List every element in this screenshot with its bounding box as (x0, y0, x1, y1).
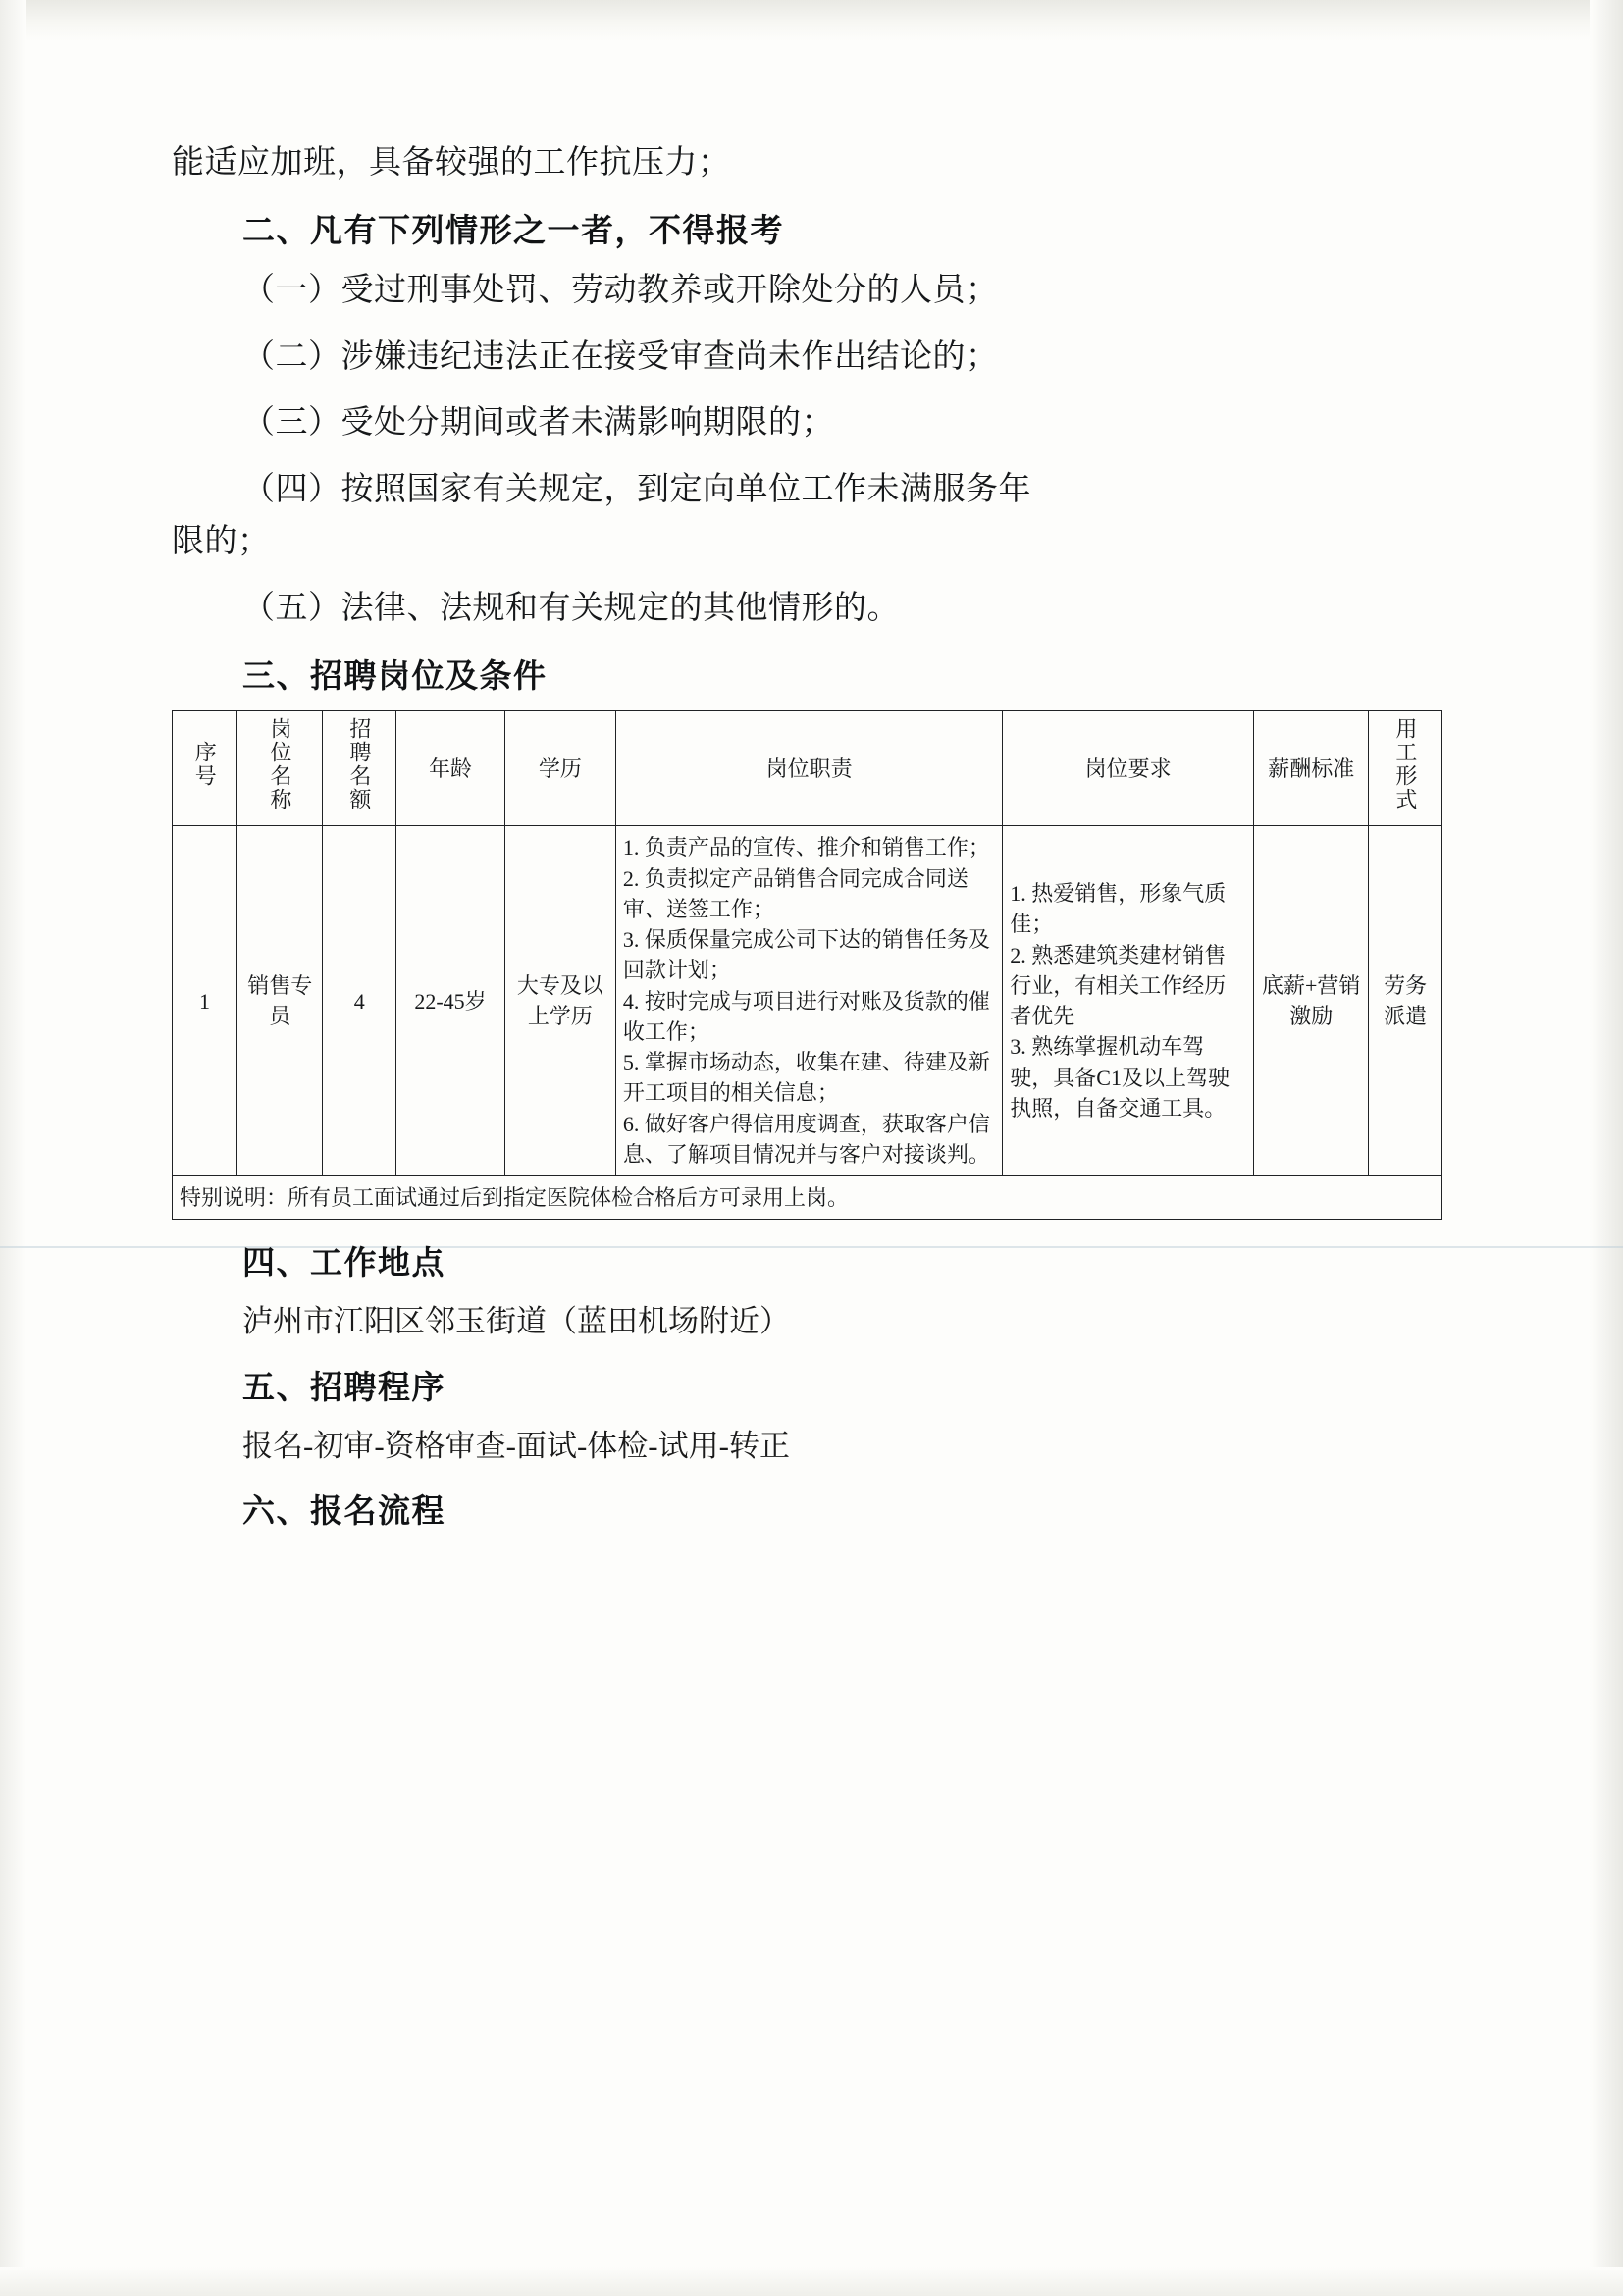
section-two-item-2: （二）涉嫌违纪违法正在接受审查尚未作出结论的； (242, 339, 999, 375)
heading-section-two: 二、凡有下列情形之一者，不得报考 (242, 211, 784, 250)
duty-item: 6. 做好客户得信用度调查，获取客户信息、了解项目情况并与客户对接谈判。 (622, 1111, 990, 1167)
section-two-item-4: （四）按照国家有关规定，到定向单位工作未满服务年 (242, 471, 1031, 507)
header-education: 学历 (504, 711, 615, 826)
duty-item: 3. 保质保量完成公司下达的销售任务及回款计划； (622, 927, 990, 983)
page-edge-right (1590, 0, 1623, 2296)
requirement-item: 3. 熟练掌握机动车驾驶，具备C1及以上驾驶执照，自备交通工具。 (1010, 1034, 1230, 1121)
page-edge-top (0, 0, 1623, 41)
table-note-row (173, 1175, 1442, 1219)
duty-item: 2. 负责拟定产品销售合同完成合同送审、送签工作； (622, 865, 969, 921)
tail-sections (172, 1237, 1467, 1532)
heading-section-three: 三、招聘岗位及条件 (242, 656, 548, 696)
table-row (173, 826, 1442, 1176)
table-header-row (173, 711, 1442, 826)
table-note: 特别说明：所有员工面试通过后到指定医院体检合格后方可录用上岗。 (173, 1175, 1442, 1219)
header-position: 岗位名称 (237, 711, 323, 826)
header-duties: 岗位职责 (615, 711, 1002, 826)
cell-duties (615, 826, 1002, 1176)
header-salary: 薪酬标准 (1254, 711, 1369, 826)
header-quota: 招聘名额 (323, 711, 396, 826)
section-two-item-1: （一）受过刑事处罚、劳动教养或开除处分的人员； (242, 273, 999, 309)
cell-employment: 劳务派遣 (1369, 826, 1442, 1176)
header-age: 年龄 (396, 711, 505, 826)
requirement-item: 2. 熟悉建筑类建材销售行业，有相关工作经历者优先 (1010, 942, 1227, 1029)
cell-age: 22-45岁 (396, 826, 505, 1176)
header-index: 序号 (173, 711, 237, 826)
cell-index: 1 (173, 826, 237, 1176)
section-two-item-5: （五）法律、法规和有关规定的其他情形的。 (242, 590, 900, 626)
cell-position: 销售专员 (237, 826, 323, 1176)
duty-item: 4. 按时完成与项目进行对账及货款的催收工作； (622, 988, 990, 1044)
heading-section-four: 四、工作地点 (242, 1243, 445, 1282)
cell-salary: 底薪+营销激励 (1254, 826, 1369, 1176)
duty-item: 5. 掌握市场动态，收集在建、待建及新开工项目的相关信息； (622, 1050, 990, 1106)
cell-quota: 4 (323, 826, 396, 1176)
heading-section-five: 五、招聘程序 (242, 1367, 445, 1406)
document-body (172, 137, 1467, 1545)
section-two-item-4-cont: 限的； (172, 524, 271, 560)
requirement-item: 1. 热爱销售，形象气质佳； (1010, 881, 1227, 937)
recruitment-table (172, 710, 1442, 1220)
paragraph-top-line: 能适应加班，具备较强的工作抗压力； (172, 145, 731, 181)
cell-requirements (1003, 826, 1254, 1176)
page-edge-bottom (0, 2267, 1623, 2296)
duty-item: 1. 负责产品的宣传、推介和销售工作； (622, 835, 990, 861)
header-requirements: 岗位要求 (1003, 711, 1254, 826)
heading-section-six: 六、报名流程 (242, 1491, 445, 1531)
cell-education: 大专及以上学历 (504, 826, 615, 1176)
section-four-text: 泸州市江阳区邻玉街道（蓝田机场附近） (242, 1304, 790, 1339)
header-employment: 用工形式 (1369, 711, 1442, 826)
page-edge-left (0, 0, 26, 2296)
section-five-text: 报名-初审-资格审查-面试-体检-试用-转正 (242, 1428, 790, 1463)
section-two-item-3: （三）受处分期间或者未满影响期限的； (242, 405, 834, 442)
